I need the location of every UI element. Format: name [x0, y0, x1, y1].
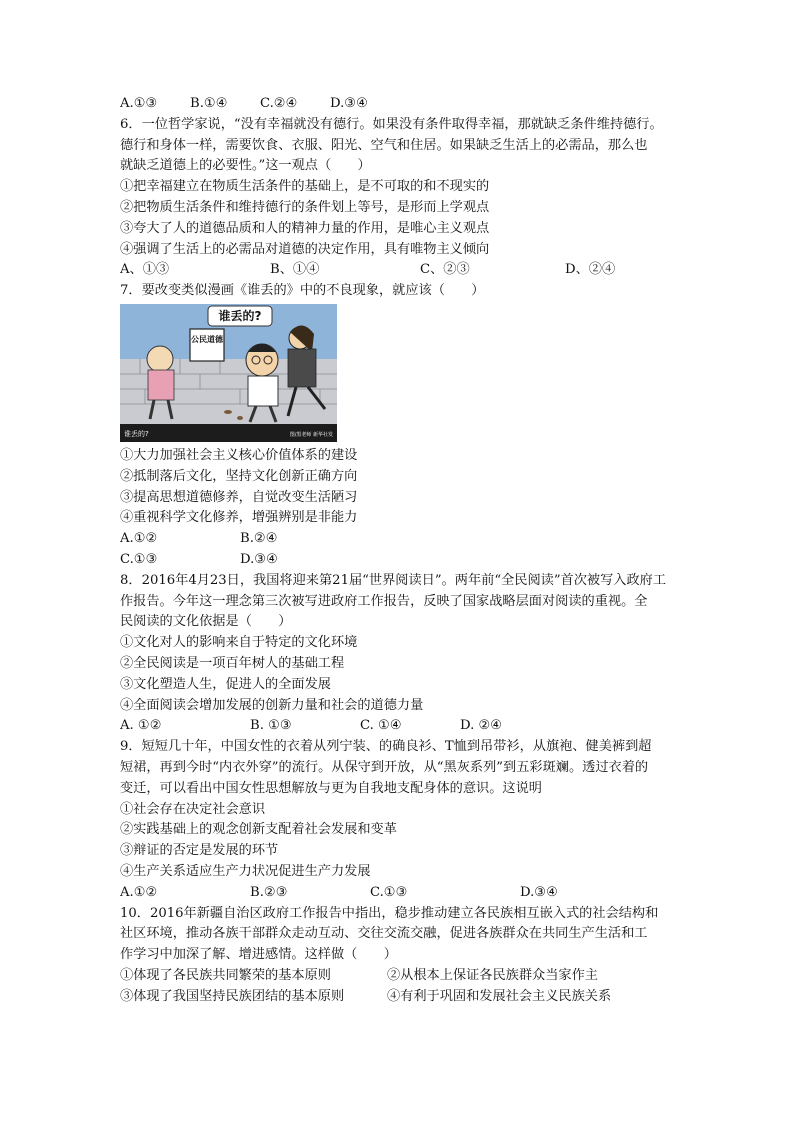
q9-item: ④生产关系适应生产力状况促进生产力发展 [120, 863, 371, 879]
man-shirt [248, 376, 278, 406]
q8-item: ①文化对人的影响来自于特定的文化环境 [120, 635, 358, 651]
q10-items-row [120, 966, 680, 987]
q6-stem-line: 就缺乏道德上的必要性。”这一观点（ ） [120, 158, 371, 174]
q9-option-c: C.①③ [370, 884, 408, 900]
cartoon-credit: 图/黑老师 新华社发 [289, 431, 333, 438]
q8-options [120, 716, 680, 737]
q10-item: ①体现了各民族共同繁荣的基本原则 [120, 967, 331, 983]
q6-stem-line: 德行和身体一样，需要饮食、衣服、阳光、空气和住居。如果缺乏生活上的必需品，那么也 [120, 137, 648, 153]
q6-option-b: B、①④ [270, 262, 320, 278]
q9-stem-line: 变迁，可以看出中国女性思想解放与更为自我地支配身体的意识。这说明 [120, 780, 542, 796]
q8-option-a: A. ①② [120, 718, 162, 734]
child-head [147, 346, 173, 372]
q8-stem-line: 作报告。今年这一理念第三次被写进政府工作报告，反映了国家战略层面对阅读的重视。全 [120, 593, 648, 609]
q9-item: ②实践基础上的观念创新支配着社会发展和变革 [120, 822, 397, 838]
q10-stem-line: 作学习中加深了解、增进感情。这样做（ ） [120, 947, 397, 963]
sign-board [190, 329, 224, 361]
q8-item: ④全面阅读会增加发展的创新力量和社会的道德力量 [120, 697, 424, 713]
q9-option-d: D.③④ [520, 884, 558, 900]
q7-option-b: B.②④ [240, 531, 278, 547]
q6-option-d: D、②④ [565, 262, 616, 278]
q8-item: ②全民阅读是一项百年树人的基础工程 [120, 655, 345, 671]
cartoon-image [120, 304, 337, 442]
q6-item: ③夸大了人的道德品质和人的精神力量的作用，是唯心主义观点 [120, 220, 490, 236]
q6-options [120, 260, 680, 281]
q10-item: ②从根本上保证各民族群众当家作主 [387, 967, 598, 983]
q10-item: ③体现了我国坚持民族团结的基本原则 [120, 988, 345, 1004]
cartoon-caption: 谁丢的? [124, 429, 149, 438]
q7-option-d: D.③④ [240, 551, 278, 567]
q8-item: ③文化塑造人生，促进人的全面发展 [120, 676, 331, 692]
q7-item: ②抵制落后文化，坚持文化创新正确方向 [120, 468, 358, 484]
q6-item: ①把幸福建立在物质生活条件的基础上，是不可取的和不现实的 [120, 179, 490, 195]
sign-text: 公民道德 [191, 334, 223, 344]
q7-option-a: A.①② [120, 531, 158, 547]
q6-option-c: C、②③ [420, 262, 470, 278]
q9-option-b: B.②③ [250, 884, 288, 900]
child-body [148, 370, 174, 400]
woman-jacket [288, 349, 316, 387]
q5-option-b: B.①④ [190, 96, 228, 111]
q9-options [120, 883, 680, 904]
q7-item: ①大力加强社会主义核心价值体系的建设 [120, 447, 358, 463]
litter [237, 416, 243, 420]
q10-stem-line: 社区环境，推动各族干部群众走动互动、交往交流交融，促进各族群众在共同生产生活和工 [120, 926, 648, 942]
q5-option-a: A.①③ [120, 96, 158, 111]
q7-options-row [120, 550, 680, 571]
q6-item: ④强调了生活上的必需品对道德的决定作用，具有唯物主义倾向 [120, 241, 490, 257]
q5-options [120, 94, 680, 115]
q7-item: ④重视科学文化修养，增强辨别是非能力 [120, 510, 358, 526]
q6-option-a: A、①③ [120, 262, 170, 278]
q9-item: ①社会存在决定社会意识 [120, 801, 266, 817]
q10-items-row [120, 987, 680, 1008]
q7-stem: 7．要改变类似漫画《谁丢的》中的不良现象，就应该（ ） [120, 283, 485, 299]
q5-option-d: D.③④ [330, 96, 368, 111]
q10-item: ④有利于巩固和发展社会主义民族关系 [387, 988, 612, 1004]
q9-stem-line: 短裙，再到今时“内衣外穿”的流行。从保守到开放，从“黑灰系列”到五彩斑斓。透过衣着的 [120, 759, 649, 775]
q8-option-b: B. ①③ [250, 718, 292, 734]
q8-option-c: C. ①④ [360, 718, 402, 734]
litter [224, 410, 232, 414]
q8-stem-line: 8．2016年4月23日，我国将迎来第21届“世界阅读日”。两年前“全民阅读”首次被写入政府工 [120, 572, 667, 588]
q6-stem-line: 6．一位哲学家说，“没有幸福就没有德行。如果没有条件取得幸福，那就缺乏条件维持德行。 [120, 116, 663, 132]
speech-text: 谁丢的? [218, 308, 262, 323]
q7-options-row [120, 529, 680, 550]
q9-option-a: A.①② [120, 884, 158, 900]
q9-item: ③辩证的否定是发展的环节 [120, 843, 279, 859]
q7-item: ③提高思想道德修养，自觉改变生活陋习 [120, 489, 358, 505]
q8-stem-line: 民阅读的文化依据是（ ） [120, 614, 292, 630]
q8-option-d: D. ②④ [460, 718, 503, 734]
q7-option-c: C.①③ [120, 551, 158, 567]
exam-page [120, 94, 680, 1007]
q10-stem-line: 10．2016年新疆自治区政府工作报告中指出，稳步推动建立各民族相互嵌入式的社会结构和 [120, 905, 659, 921]
q5-option-c: C.②④ [260, 96, 298, 111]
q9-stem-line: 9．短短几十年，中国女性的衣着从列宁装、的确良衫、T恤到吊带衫，从旗袍、健美裤到超 [120, 739, 652, 755]
q6-item: ②把物质生活条件和维持德行的条件划上等号，是形而上学观点 [120, 199, 490, 215]
